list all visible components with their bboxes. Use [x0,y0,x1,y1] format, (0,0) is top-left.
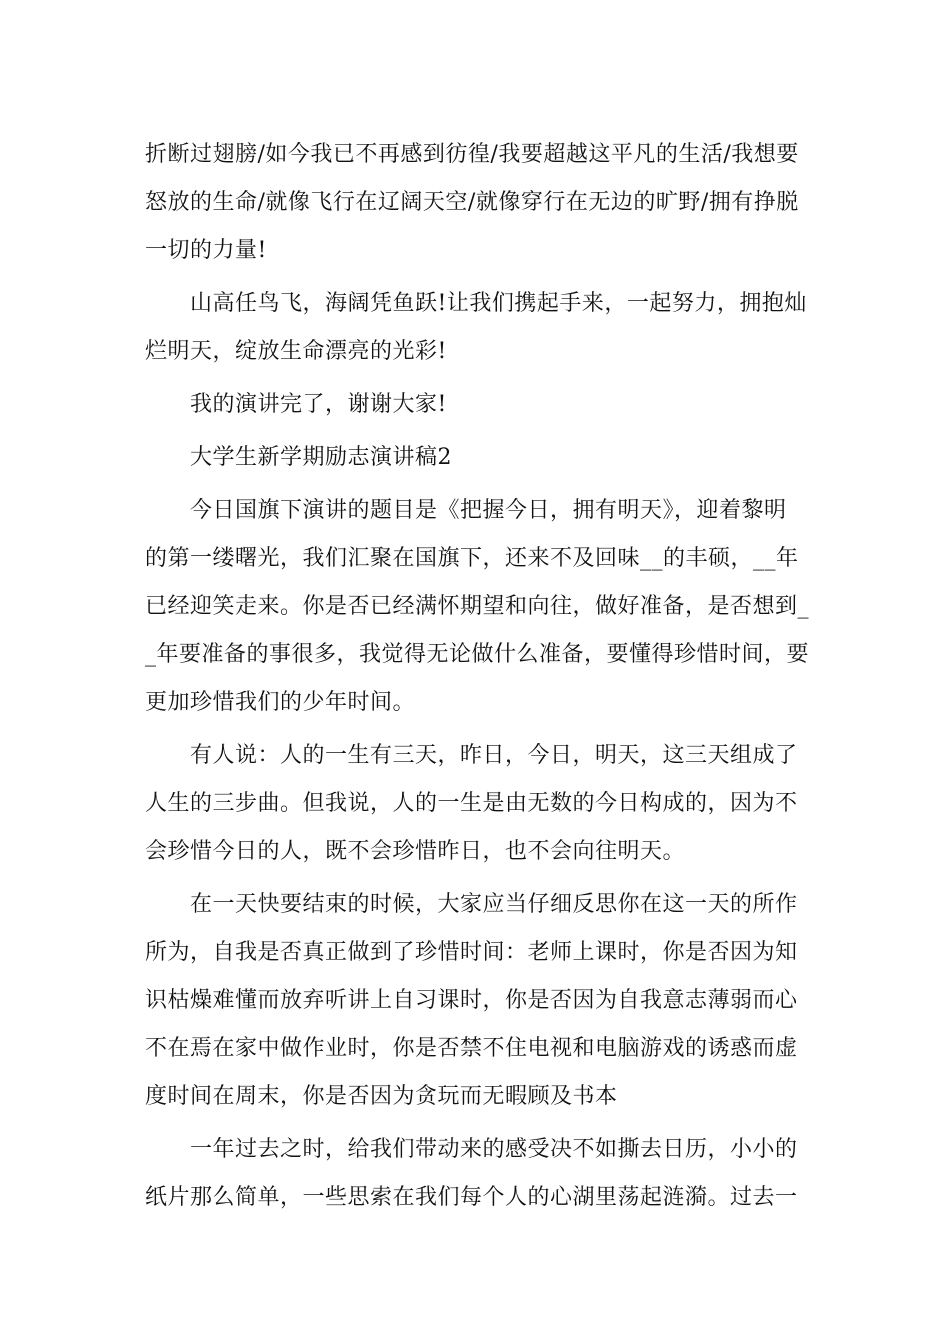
text-line: 折断过翅膀/如今我已不再感到彷徨/我要超越这平凡的生活/我想要 [145,142,799,167]
text-line: 不在焉在家中做作业时，你是否禁不住电视和电脑游戏的诱惑而虚 [145,1036,798,1061]
text-line: 今日国旗下演讲的题目是《把握今日，拥有明天》，迎着黎明 [190,498,787,523]
text-line: 度时间在周末，你是否因为贪玩而无暇顾及书本 [145,1084,618,1109]
paragraph [145,280,810,376]
text-line: 在一天快要结束的时候，大家应当仔细反思你在这一天的所作 [190,892,798,917]
text-line: 大学生新学期励志演讲稿2 [190,445,452,470]
paragraph [145,732,810,876]
text-line: 怒放的生命/就像飞行在辽阔天空/就像穿行在无边的旷野/拥有挣脱 [145,190,799,215]
text-line: 识枯燥难懂而放弃听讲上自习课时，你是否因为自我意志薄弱而心 [145,988,798,1013]
text-line: 烂明天，绽放生命漂亮的光彩! [145,339,447,364]
text-line: 一切的力量! [145,238,267,263]
text-line: 会珍惜今日的人，既不会珍惜昨日，也不会向往明天。 [145,839,686,864]
text-line: 人生的三步曲。但我说，人的一生是由无数的今日构成的，因为不 [145,791,798,816]
text-line: 更加珍惜我们的少年时间。 [145,690,416,715]
section-heading [145,434,810,482]
text-line: _年要准备的事很多，我觉得无论做什么准备，要懂得珍惜时间，要 [145,642,810,667]
text-line: 有人说：人的一生有三天，昨日，今日，明天，这三天组成了 [190,743,798,768]
paragraph [145,487,810,727]
text-line: 纸片那么简单，一些思索在我们每个人的心湖里荡起涟漪。过去一 [145,1185,798,1210]
text-line: 所为，自我是否真正做到了珍惜时间：老师上课时，你是否因为知 [145,940,798,965]
paragraph [145,131,810,275]
document-body [145,131,810,1227]
paragraph [145,1126,810,1222]
text-line: 已经迎笑走来。你是否已经满怀期望和向往，做好准备，是否想到_ [145,594,810,619]
text-line: 我的演讲完了，谢谢大家! [190,392,447,417]
text-line: 一年过去之时，给我们带动来的感受决不如撕去日历，小小的 [190,1137,798,1162]
text-line: 山高任鸟飞，海阔凭鱼跃!让我们携起手来，一起努力，拥抱灿 [190,291,807,316]
text-line: 的第一缕曙光，我们汇聚在国旗下，还来不及回味__的丰硕，__年 [145,546,799,571]
paragraph [145,881,810,1121]
paragraph [145,381,810,429]
